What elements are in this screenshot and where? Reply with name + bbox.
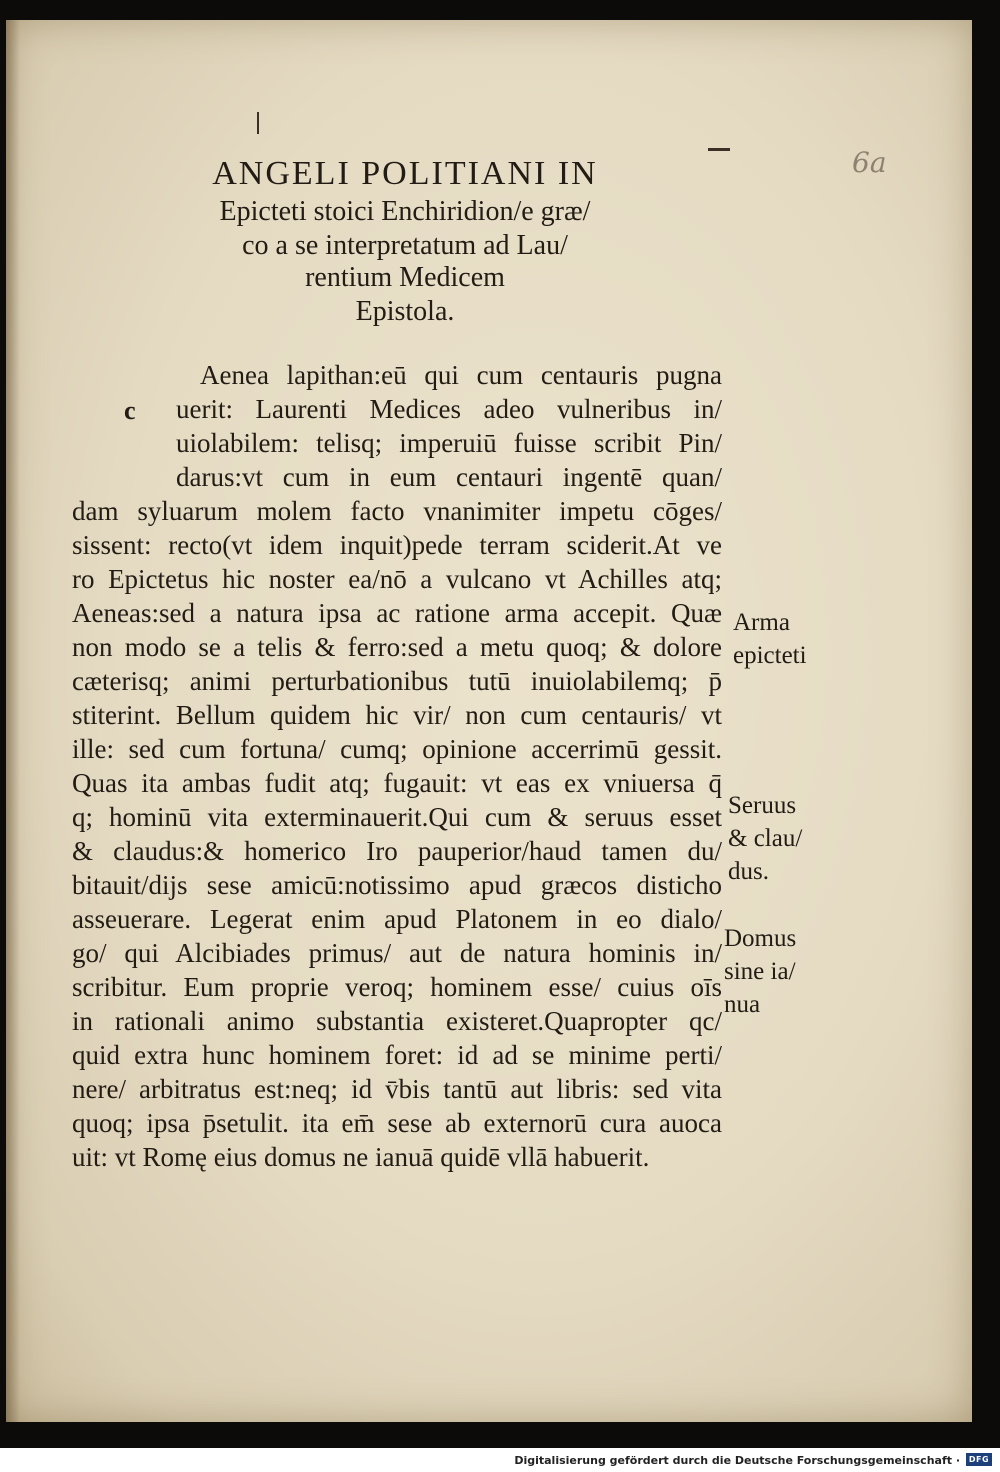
title-line: Epistola. <box>355 296 455 327</box>
text-line: asseuerare. Legerat enim apud Platonem in eo dialo/ <box>72 904 722 934</box>
text-line: quid extra hunc hominem foret: id ad se minime perti/ <box>72 1040 722 1070</box>
text-line: & claudus:& homerico Iro pauperior/haud tamen du/ <box>72 836 722 866</box>
title-line: co a se interpretatum ad Lau/ <box>242 230 568 261</box>
folio-mark: 6a <box>852 146 887 179</box>
margin-note <box>724 922 796 1021</box>
text-line: sissent: recto(vt idem inquit)pede terram sciderit.At ve <box>72 530 722 560</box>
margin-note-line: Seruus <box>728 792 797 819</box>
title-line: Epicteti stoici Enchiridion/e græ/ <box>219 196 591 227</box>
page-title: ANGELI POLITIANI IN <box>212 155 598 192</box>
text-line: scribitur. Eum proprie veroq; hominem esse/ cuius oīs <box>72 972 722 1002</box>
text-line: darus:vt cum in eum centauri ingentē quan/ <box>176 462 722 492</box>
margin-note-line: epicteti <box>733 642 807 669</box>
margin-note <box>733 606 807 672</box>
margin-note <box>728 789 802 888</box>
margin-note-line: Domus <box>724 925 797 952</box>
text-line: non modo se a telis & ferro:sed a metu quoq; & dolore <box>72 632 722 662</box>
margin-note-line: dus. <box>728 858 769 885</box>
page-binding-shadow <box>6 20 20 1422</box>
margin-note-line: Arma <box>733 609 790 636</box>
text-line: Quas ita ambas fudit atq; fugauit: vt eas ex vniuersa q̄ <box>72 768 722 798</box>
dfg-logo: DFG <box>966 1453 992 1466</box>
text-line: uerit: Laurenti Medices adeo vulneribus in/ <box>176 394 722 424</box>
text-line: Aenea lapithan:eū qui cum centauris pugna <box>200 360 722 390</box>
ink-mark <box>708 148 730 151</box>
text-line: uit: vt Romę eius domus ne ianuā quidē vllā habuerit. <box>72 1142 650 1172</box>
text-line: bitauit/dijs sese amicū:notissimo apud græcos disticho <box>72 870 722 900</box>
text-line: uiolabilem: telisq; imperuiū fuisse scribit Pin/ <box>176 428 722 458</box>
text-line: quoq; ipsa p̄setulit. ita em̄ sese ab externorū cura auoca <box>72 1108 722 1138</box>
text-line: cæterisq; animi perturbationibus tutū inuiolabilemq; p̄ <box>72 666 722 696</box>
margin-note-line: nua <box>724 991 761 1018</box>
text-line: ro Epictetus hic noster ea/nō a vulcano vt Achilles atq; <box>72 564 722 594</box>
footer-bar <box>0 1448 1000 1472</box>
title-line: rentium Medicem <box>305 262 505 293</box>
margin-note-line: & clau/ <box>728 825 803 852</box>
margin-note-line: sine ia/ <box>724 958 796 985</box>
text-line: nere/ arbitratus est:neq; id v̄bis tantū aut libris: sed vita <box>72 1074 722 1104</box>
text-line: ille: sed cum fortuna/ cumq; opinione accerrimū gessit. <box>72 734 722 764</box>
epistle-body <box>72 358 722 1174</box>
text-line: stiterint. Bellum quidem hic vir/ non cum centauris/ vt <box>72 700 722 730</box>
initial-guide-letter: c <box>124 396 136 425</box>
text-line: in rationali animo substantia existeret.Quapropter qc/ <box>72 1006 722 1036</box>
text-line: Aeneas:sed a natura ipsa ac ratione arma accepit. Quæ <box>72 598 722 628</box>
text-line: go/ qui Alcibiades primus/ aut de natura hominis in/ <box>72 938 722 968</box>
text-line: q; hominū vita exterminauerit.Qui cum & seruus esset <box>72 802 722 832</box>
ink-mark <box>257 112 259 134</box>
text-line: dam syluarum molem facto vnanimiter impetu cōges/ <box>72 496 722 526</box>
funding-notice: Digitalisierung gefördert durch die Deutsche Forschungsgemeinschaft · <box>514 1454 960 1467</box>
